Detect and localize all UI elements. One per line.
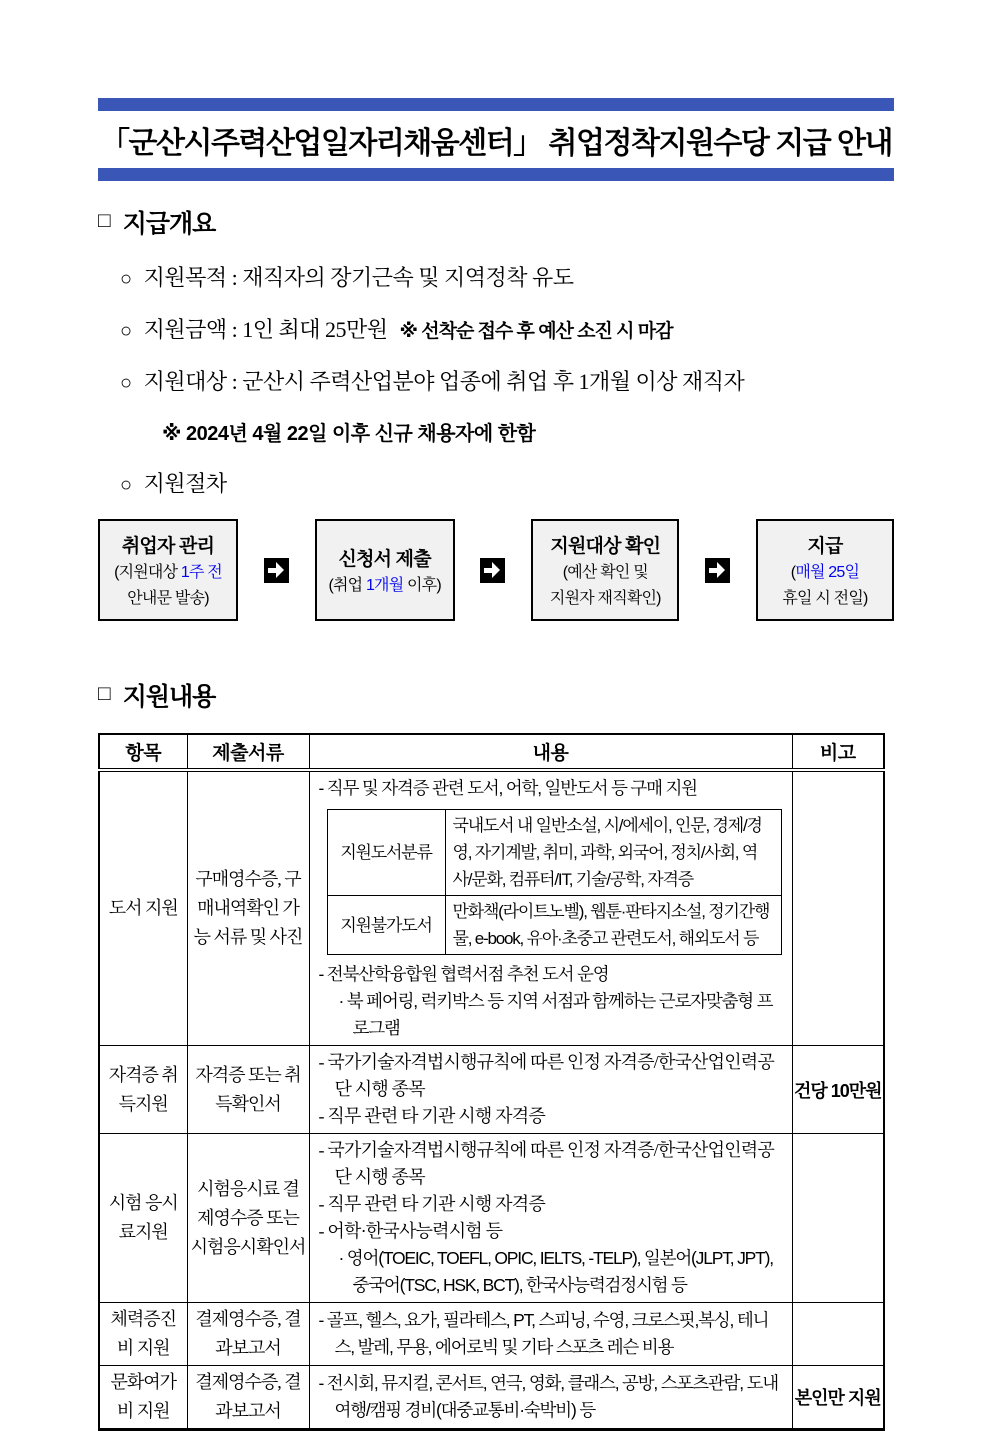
- circle-bullet-icon: ○: [120, 268, 132, 290]
- row-item: 체력증진비 지원: [99, 1303, 187, 1366]
- bullet-amount: [120, 313, 894, 344]
- flow-step-verify: [531, 519, 679, 621]
- content-line: - 전북산학융합원 협력서점 추천 도서 운영: [318, 964, 609, 984]
- bullet-purpose: [120, 261, 894, 292]
- overview-heading: [98, 204, 894, 240]
- square-bullet-icon: □: [98, 209, 110, 232]
- flow-step-title: 취업자 관리: [121, 535, 215, 557]
- row-content: [309, 1046, 792, 1134]
- row-item: 자격증 취득지원: [99, 1046, 187, 1134]
- header-content: 내용: [309, 734, 792, 770]
- flow-step-line: 휴일 시 전일): [782, 589, 868, 607]
- row-item: 시험 응시료지원: [99, 1134, 187, 1303]
- banner-bottom-bar: [98, 168, 894, 181]
- overview-bullets: [98, 261, 894, 498]
- procedure-text: 지원절차: [143, 471, 227, 496]
- table-header-row: [99, 734, 884, 770]
- target-note: ※ 2024년 4월 22일 이후 신규 채용자에 한함: [162, 423, 536, 445]
- content-line: - 어학·한국사능력시험 등: [318, 1221, 503, 1241]
- flow-step-line: [535, 562, 675, 584]
- row-content: [309, 1134, 792, 1303]
- title-banner: [98, 98, 894, 181]
- table-row-books: [99, 770, 884, 1046]
- inner-row-excluded: [327, 896, 781, 955]
- flow-step-line: [102, 562, 234, 584]
- row-note: [792, 1303, 884, 1366]
- flow-step-highlight: 1개월: [365, 576, 404, 594]
- row-docs: 결제영수증, 결과보고서: [187, 1366, 309, 1430]
- header-docs: 제출서류: [187, 734, 309, 770]
- overview-heading-label: 지급개요: [122, 210, 216, 238]
- right-arrow-icon: [705, 558, 730, 583]
- content-line: - 전시회, 뮤지컬, 콘서트, 연극, 영화, 클래스, 공방, 스포츠관람, 도내 여행/캠핑 경비(대중교통비·숙박비) 등: [318, 1373, 779, 1420]
- support-heading: [98, 677, 894, 713]
- header-note: 비고: [792, 734, 884, 770]
- flow-step-title: 지급: [807, 535, 843, 557]
- book-category-table: [327, 809, 782, 955]
- square-bullet-icon: □: [98, 682, 110, 705]
- content-line: · 영어(TOEIC, TOEFL, OPIC, IELTS, -TELP), 일본어(JLPT, JPT), 중국어(TSC, HSK, BCT), 한국사능력검정시험 등: [338, 1248, 773, 1295]
- bullet-target: [120, 365, 894, 396]
- target-text: 지원대상 : 군산시 주력산업분야 업종에 취업 후 1개월 이상 재직자: [143, 369, 745, 394]
- flow-step-line: [760, 562, 890, 584]
- row-content: [309, 1303, 792, 1366]
- row-note: [792, 1134, 884, 1303]
- content-line: · 북 페어링, 럭키박스 등 지역 서점과 함께하는 근로자맞춤형 프로그램: [338, 991, 773, 1038]
- flow-step-line: 지원자 재직확인): [549, 589, 661, 607]
- circle-bullet-icon: ○: [120, 372, 132, 394]
- flow-step-line: [319, 575, 451, 597]
- inner-row-allowed: [327, 810, 781, 896]
- flow-step-text: (지원대상: [114, 563, 181, 581]
- circle-bullet-icon: ○: [120, 474, 132, 496]
- table-row-license: [99, 1046, 884, 1134]
- row-content: [309, 1366, 792, 1430]
- content-line: - 직무 관련 타 기관 시행 자격증: [318, 1106, 545, 1126]
- content-line: - 국가기술자격법시행규칙에 따른 인정 자격증/한국산업인력공단 시행 종목: [318, 1140, 774, 1187]
- flow-step-manage: [98, 519, 238, 621]
- inner-label: 지원도서분류: [327, 810, 445, 896]
- circle-bullet-icon: ○: [120, 320, 132, 342]
- table-row-exam: [99, 1134, 884, 1303]
- flow-step-pay: [756, 519, 894, 621]
- inner-text: 만화책(라이트노벨), 웹툰·판타지소설, 정기간행물, e-book, 유아·초중고 관련도서, 해외도서 등: [445, 896, 781, 955]
- row-docs: 자격증 또는 취득확인서: [187, 1046, 309, 1134]
- flow-step-text: (취업: [328, 576, 366, 594]
- row-item: 도서 지원: [99, 770, 187, 1046]
- flow-step-title: 지원대상 확인: [550, 535, 661, 557]
- amount-text: 지원금액 : 1인 최대 25만원: [143, 317, 388, 342]
- content-line: - 직무 관련 타 기관 시행 자격증: [318, 1194, 545, 1214]
- amount-note: ※ 선착순 접수 후 예산 소진 시 마감: [399, 321, 673, 342]
- row-note: [792, 770, 884, 1046]
- banner-top-bar: [98, 98, 894, 111]
- flow-step-text: 이후): [403, 576, 441, 594]
- row-docs: 결제영수증, 결과보고서: [187, 1303, 309, 1366]
- inner-label: 지원불가도서: [327, 896, 445, 955]
- bullet-procedure: [120, 467, 894, 498]
- row-docs: 시험응시료 결제영수증 또는 시험응시확인서: [187, 1134, 309, 1303]
- content-line: - 국가기술자격법시행규칙에 따른 인정 자격증/한국산업인력공단 시행 종목: [318, 1052, 774, 1099]
- table-row-fitness: [99, 1303, 884, 1366]
- row-docs: 구매영수증, 구매내역확인 가능 서류 및 사진: [187, 770, 309, 1046]
- flow-step-highlight: 1주 전: [180, 563, 222, 581]
- row-content: [309, 770, 792, 1046]
- content-line: - 직무 및 자격증 관련 도서, 어학, 일반도서 등 구매 지원: [318, 778, 697, 798]
- content-line: - 골프, 헬스, 요가, 필라테스, PT, 스피닝, 수영, 크로스핏,복싱, 테니스, 발레, 무용, 에어로빅 및 기타 스포츠 레슨 비용: [318, 1310, 769, 1357]
- support-heading-label: 지원내용: [122, 683, 216, 711]
- header-item: 항목: [99, 734, 187, 770]
- right-arrow-icon: [264, 558, 289, 583]
- flow-step-text: (: [790, 563, 796, 581]
- right-arrow-icon: [480, 558, 505, 583]
- flow-step-line: 안내문 발송): [127, 589, 209, 607]
- flow-step-apply: [315, 519, 455, 621]
- flow-step-text: (예산 확인 및: [562, 563, 648, 581]
- process-flow: [98, 519, 894, 621]
- flow-step-highlight: 매월 25일: [795, 563, 860, 581]
- row-note: 본인만 지원: [792, 1366, 884, 1430]
- purpose-text: 지원목적 : 재직자의 장기근속 및 지역정착 유도: [143, 265, 574, 290]
- table-row-culture: [99, 1366, 884, 1430]
- flow-step-title: 신청서 제출: [338, 548, 431, 570]
- inner-text: 국내도서 내 일반소설, 시/에세이, 인문, 경제/경영, 자기계발, 취미, 과학, 외국어, 정치/사회, 역사/문화, 컴퓨터/IT, 기술/공학, 자격증: [445, 810, 781, 896]
- support-table: [98, 733, 885, 1431]
- row-item: 문화여가비 지원: [99, 1366, 187, 1430]
- row-note: 건당 10만원: [792, 1046, 884, 1134]
- document-title: 「군산시주력산업일자리채움센터」 취업정착지원수당 지급 안내: [100, 127, 892, 160]
